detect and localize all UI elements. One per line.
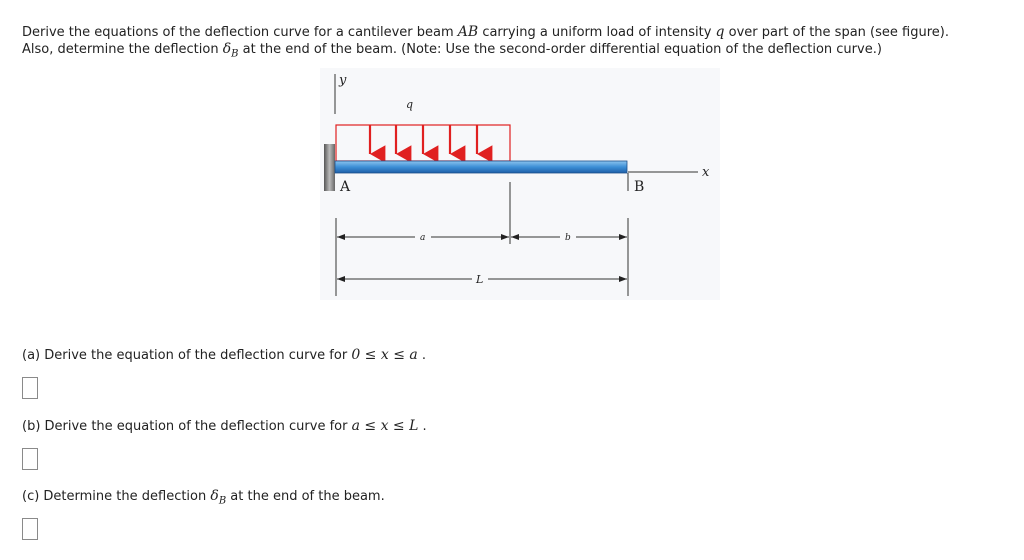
load-symbol: q	[715, 24, 725, 40]
beam-name: AB	[457, 24, 479, 40]
problem-text: carrying a uniform load of intensity	[478, 25, 716, 40]
problem-text: Derive the equations of the deflection curve for a cantilever beam	[22, 25, 458, 40]
part-b-answer-box[interactable]	[22, 448, 38, 470]
part-c-delta-subscript: B	[218, 495, 227, 507]
part-a-question	[22, 347, 426, 364]
part-b-question	[22, 418, 427, 435]
dimension-a-label: a	[420, 233, 426, 243]
dimension-b-label: b	[565, 233, 571, 243]
part-c-question	[22, 488, 385, 510]
part-c-delta: δ	[210, 488, 219, 504]
part-c-text: (c) Determine the deflection	[22, 489, 211, 504]
problem-text: at the end of the beam. (Note: Use the second-order differential equation of the deflection curve.)	[238, 42, 882, 57]
problem-statement	[22, 24, 1012, 63]
part-a-answer-box[interactable]	[22, 377, 38, 399]
point-a-label: A	[340, 179, 351, 195]
part-a-period: .	[417, 348, 426, 363]
part-c-answer-box[interactable]	[22, 518, 38, 540]
fixed-support	[324, 144, 335, 191]
figure-background	[320, 68, 720, 300]
dimension-l-label: L	[476, 273, 484, 286]
part-b-period: .	[418, 419, 427, 434]
load-label: q	[406, 98, 414, 111]
part-a-range: 0 ≤ x ≤ a	[351, 347, 418, 363]
problem-text: Also, determine the deflection	[22, 42, 223, 57]
part-a-text: (a) Derive the equation of the deflection curve for	[22, 348, 352, 363]
part-b-text: (b) Derive the equation of the deflection curve for	[22, 419, 352, 434]
part-c-text-end: at the end of the beam.	[226, 489, 385, 504]
x-axis-label: x	[702, 165, 710, 180]
y-axis-label: y	[339, 73, 347, 88]
beam-figure	[320, 68, 720, 300]
problem-line-1	[22, 24, 1012, 41]
point-b-label: B	[634, 179, 645, 195]
problem-line-2	[22, 41, 1012, 63]
part-b-range: a ≤ x ≤ L	[351, 418, 419, 434]
problem-text: over part of the span (see figure).	[724, 25, 949, 40]
beam	[335, 161, 627, 173]
delta-subscript: B	[231, 48, 239, 60]
delta-symbol: δ	[222, 41, 232, 57]
